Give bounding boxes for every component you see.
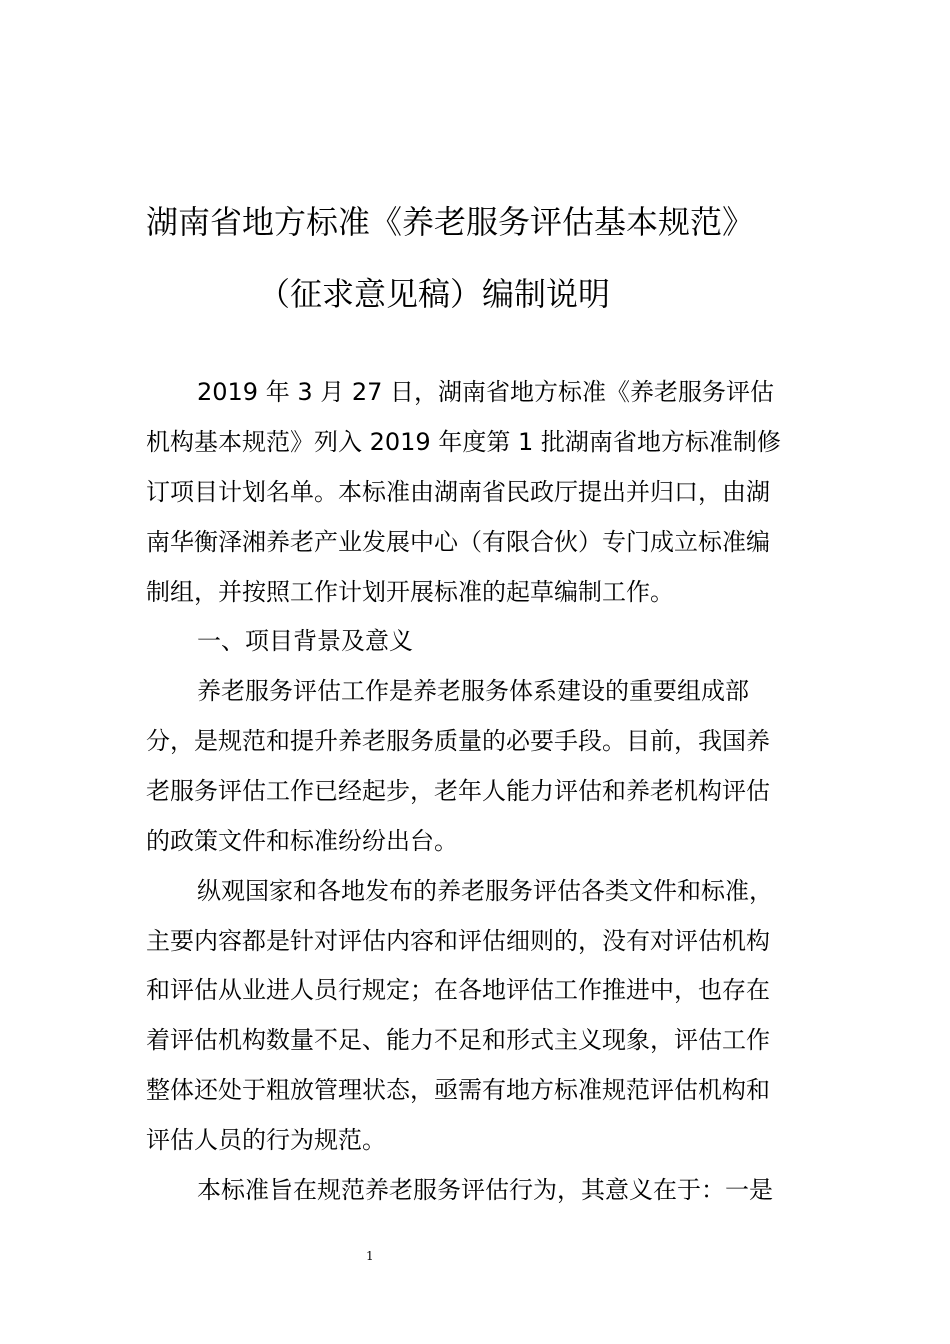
body-line: 分，是规范和提升养老服务质量的必要手段。目前，我国养 — [146, 727, 770, 755]
body-line: 老服务评估工作已经起步，老年人能力评估和养老机构评估 — [146, 777, 770, 805]
body-line: 南华衡泽湘养老产业发展中心（有限合伙）专门成立标准编 — [146, 528, 770, 556]
body-line: 2019 年 3 月 27 日，湖南省地方标准《养老服务评估 — [197, 378, 775, 406]
body-line: 纵观国家和各地发布的养老服务评估各类文件和标准， — [197, 877, 773, 905]
body-line: 整体还处于粗放管理状态，亟需有地方标准规范评估机构和 — [146, 1076, 770, 1104]
body-line: 着评估机构数量不足、能力不足和形式主义现象，评估工作 — [146, 1026, 770, 1054]
body-line: 制组，并按照工作计划开展标准的起草编制工作。 — [146, 578, 674, 606]
document-title-line-1: 湖南省地方标准《养老服务评估基本规范》 — [146, 203, 755, 241]
body-line: 本标准旨在规范养老服务评估行为，其意义在于：一是 — [197, 1176, 773, 1204]
document-title-line-2: （征求意见稿）编制说明 — [258, 275, 611, 313]
body-line: 和评估从业进人员行规定；在各地评估工作推进中，也存在 — [146, 976, 770, 1004]
body-line: 评估人员的行为规范。 — [146, 1126, 386, 1154]
section-heading: 一、项目背景及意义 — [197, 627, 413, 655]
body-line: 养老服务评估工作是养老服务体系建设的重要组成部 — [197, 677, 749, 705]
body-line: 的政策文件和标准纷纷出台。 — [146, 827, 458, 855]
page-number: 1 — [366, 1249, 374, 1263]
body-line: 机构基本规范》列入 2019 年度第 1 批湖南省地方标准制修 — [146, 428, 781, 456]
body-line: 主要内容都是针对评估内容和评估细则的，没有对评估机构 — [146, 927, 770, 955]
body-line: 订项目计划名单。本标准由湖南省民政厅提出并归口，由湖 — [146, 478, 770, 506]
